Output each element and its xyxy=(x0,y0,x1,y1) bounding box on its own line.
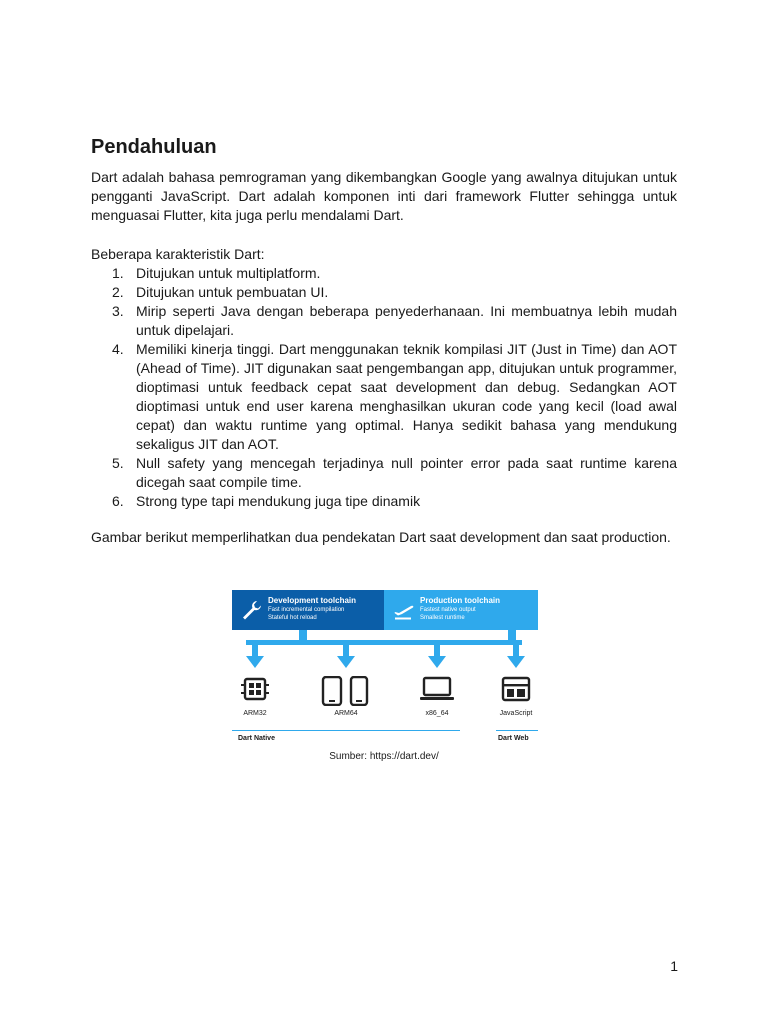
development-toolchain-feature: Stateful hot reload xyxy=(268,615,317,621)
list-intro: Beberapa karakteristik Dart: xyxy=(91,246,265,262)
dart-toolchain-figure xyxy=(232,590,538,750)
characteristics-list xyxy=(112,264,677,511)
list-item-text: Null safety yang mencegah terjadinya null pointer error pada saat runtime karena dicegah saat compile time. xyxy=(136,455,677,490)
list-item-text: Strong type tapi mendukung juga tipe dinamik xyxy=(136,493,421,509)
list-item-text: Mirip seperti Java dengan beberapa penyederhanaan. Ini membuatnya lebih mudah untuk dipelajari. xyxy=(136,303,677,338)
development-toolchain-box xyxy=(232,590,384,630)
page-number: 1 xyxy=(670,958,678,974)
browser-window-icon xyxy=(501,676,531,702)
target-arm32 xyxy=(225,676,285,717)
target-javascript xyxy=(486,676,546,717)
toolchain-arrows xyxy=(232,630,538,674)
list-item xyxy=(112,454,677,492)
list-item-text: Memiliki kinerja tinggi. Dart menggunakan teknik kompilasi JIT (Just in Time) dan AOT (Ahead of Time). JIT digunakan saat pengembangan app, ditujukan untuk programmer, dioptimasi untuk feedback cepat saat development dan debug. Sedangkan AOT dioptimasi untuk end user karena menghasilkan ukuran code yang kecil (load awal cepat) dan waktu runtime yang optimal. Hanya sedikit bahasa yang mendukung sekaligus JIT dan AOT. xyxy=(136,341,677,452)
list-item-number: 5. xyxy=(112,455,124,471)
production-toolchain-title: Production toolchain xyxy=(420,596,500,605)
list-item-number: 1. xyxy=(112,265,124,281)
production-toolchain-box xyxy=(384,590,538,630)
target-arm64 xyxy=(316,676,376,717)
list-item-number: 4. xyxy=(112,341,124,357)
figure-caption: Sumber: https://dart.dev/ xyxy=(329,751,439,762)
mobile-devices-icon xyxy=(321,676,371,706)
dart-native-label: Dart Native xyxy=(238,735,275,742)
target-label: JavaScript xyxy=(499,710,533,717)
list-item xyxy=(112,302,677,340)
list-item-text: Ditujukan untuk pembuatan UI. xyxy=(136,284,329,300)
figure-intro-paragraph: Gambar berikut memperlihatkan dua pendekatan Dart saat development dan saat production. xyxy=(91,529,671,545)
target-label: ARM64 xyxy=(334,710,358,717)
development-toolchain-feature: Fast incremental compilation xyxy=(268,607,345,613)
target-label: ARM32 xyxy=(243,710,267,717)
dart-web-label: Dart Web xyxy=(498,735,529,742)
list-item xyxy=(112,283,677,302)
list-item xyxy=(112,264,677,283)
production-toolchain-feature: Smallest runtime xyxy=(420,615,465,621)
list-item-number: 2. xyxy=(112,284,124,300)
chip-icon xyxy=(241,676,269,702)
list-item-text: Ditujukan untuk multiplatform. xyxy=(136,265,321,281)
section-heading: Pendahuluan xyxy=(91,136,217,158)
list-item-number: 6. xyxy=(112,493,124,509)
wrench-icon xyxy=(240,598,264,622)
list-item-number: 3. xyxy=(112,303,124,319)
target-label: x86_64 xyxy=(425,710,449,717)
target-x86-64 xyxy=(407,676,467,717)
list-item xyxy=(112,492,677,511)
laptop-icon xyxy=(419,676,455,702)
intro-paragraph: Dart adalah bahasa pemrograman yang dikembangkan Google yang awalnya ditujukan untuk pengganti JavaScript. Dart adalah komponen inti dari framework Flutter sehingga untuk menguasai Flutter, kita juga perlu mendalami Dart. xyxy=(91,169,677,223)
plane-takeoff-icon xyxy=(392,598,416,622)
development-toolchain-title: Development toolchain xyxy=(268,596,357,605)
list-item xyxy=(112,340,677,454)
production-toolchain-feature: Fastest native output xyxy=(420,607,476,613)
dart-native-rule xyxy=(232,730,460,731)
dart-web-rule xyxy=(496,730,538,731)
